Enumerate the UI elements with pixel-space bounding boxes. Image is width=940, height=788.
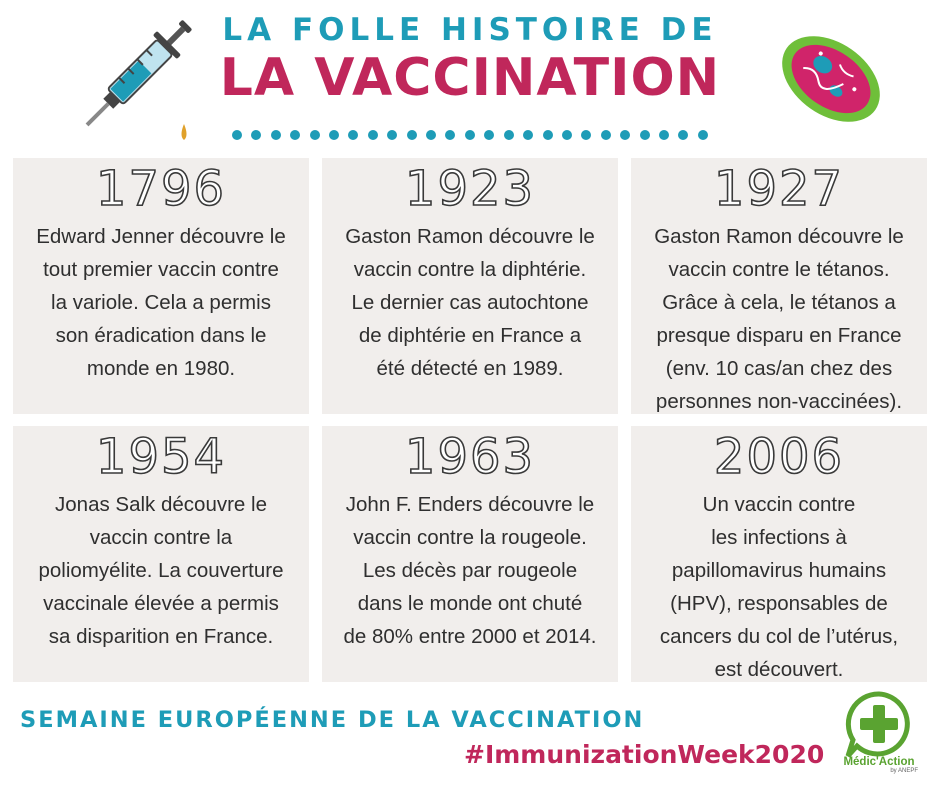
divider-dot xyxy=(271,130,281,140)
divider-dot xyxy=(232,130,242,140)
divider-dot xyxy=(523,130,533,140)
card-description: Gaston Ramon découvre le vaccin contre le tétanos. Grâce à cela, le tétanos a presque disparu en France (env. 10 cas/an chez des personnes non-vaccinées). xyxy=(654,225,904,413)
divider-dot xyxy=(581,130,591,140)
divider-dot xyxy=(698,130,708,140)
timeline-card-1954 xyxy=(13,426,309,682)
divider-dot xyxy=(407,130,417,140)
card-description: John F. Enders découvre le vaccin contre la rougeole. Les décès par rougeole dans le monde ont chuté de 80% entre 2000 et 2014. xyxy=(343,493,597,648)
logo-byline: by ANEPF xyxy=(890,768,918,774)
card-description: Jonas Salk découvre le vaccin contre la poliomyélite. La couverture vaccinale élevée a permis sa disparition en France. xyxy=(38,493,284,648)
divider-dot xyxy=(348,130,358,140)
dot-divider xyxy=(232,130,708,140)
card-description: Un vaccin contre les infections à papillomavirus humains (HPV), responsables de cancers du col de l’utérus, est découvert. xyxy=(659,493,899,681)
event-name: SEMAINE EUROPÉENNE DE LA VACCINATION xyxy=(20,707,645,733)
card-description: Edward Jenner découvre le tout premier vaccin contre la variole. Cela a permis son éradication dans le monde en 1980. xyxy=(36,225,286,380)
timeline-card-1927 xyxy=(631,158,927,414)
divider-dot xyxy=(426,130,436,140)
timeline-card-1923 xyxy=(322,158,618,414)
divider-dot xyxy=(504,130,514,140)
timeline-card-1963 xyxy=(322,426,618,682)
card-year: 2006 xyxy=(713,429,845,485)
divider-dot xyxy=(601,130,611,140)
divider-dot xyxy=(310,130,320,140)
speech-bubble-cross-icon xyxy=(844,690,914,760)
card-year: 1923 xyxy=(404,161,536,217)
microbe-icon xyxy=(772,20,890,138)
divider-dot xyxy=(640,130,650,140)
divider-dot xyxy=(251,130,261,140)
divider-dot xyxy=(290,130,300,140)
card-year: 1963 xyxy=(404,429,536,485)
timeline-grid xyxy=(13,158,927,682)
timeline-card-2006 xyxy=(631,426,927,682)
card-description: Gaston Ramon découvre le vaccin contre la diphtérie. Le dernier cas autochtone de diphtérie en France a été détecté en 1989. xyxy=(345,225,595,380)
divider-dot xyxy=(562,130,572,140)
page-subtitle: LA FOLLE HISTOIRE DE xyxy=(222,12,718,48)
divider-dot xyxy=(387,130,397,140)
divider-dot xyxy=(659,130,669,140)
card-year: 1796 xyxy=(95,161,227,217)
timeline-card-1796 xyxy=(13,158,309,414)
divider-dot xyxy=(620,130,630,140)
divider-dot xyxy=(678,130,688,140)
divider-dot xyxy=(465,130,475,140)
page-title: LA VACCINATION xyxy=(219,48,721,108)
hashtag: #ImmunizationWeek2020 xyxy=(464,740,825,769)
divider-dot xyxy=(368,130,378,140)
divider-dot xyxy=(484,130,494,140)
divider-dot xyxy=(329,130,339,140)
header xyxy=(0,0,940,150)
divider-dot xyxy=(543,130,553,140)
logo-name: Médic'Action xyxy=(843,756,915,768)
divider-dot xyxy=(445,130,455,140)
card-year: 1927 xyxy=(713,161,845,217)
medicaction-logo xyxy=(834,690,924,785)
card-year: 1954 xyxy=(95,429,227,485)
